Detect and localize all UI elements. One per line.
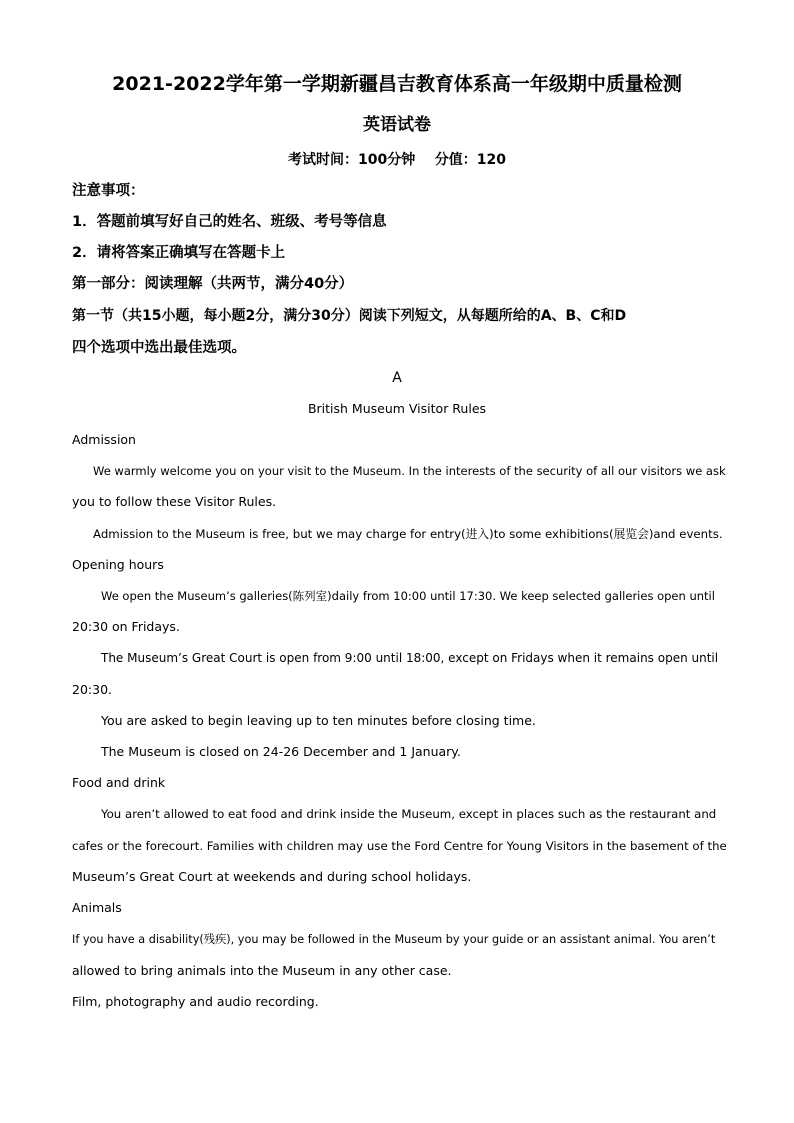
passage-letter: A bbox=[392, 370, 402, 386]
passage-title: British Museum Visitor Rules bbox=[307, 401, 487, 416]
section-heading-food-and-drink: Food and drink bbox=[72, 775, 166, 790]
note-item-2: 2．请将答案正确填写在答题卡上 bbox=[72, 245, 286, 261]
section1-instruction-line2: 四个选项中选出最佳选项。 bbox=[72, 340, 246, 356]
paragraph-line: Museum’s Great Court at weekends and during school holidays. bbox=[72, 869, 472, 884]
exam-info: 考试时间：100分钟 分值：120 bbox=[288, 152, 506, 168]
section-heading-film-photography: Film, photography and audio recording. bbox=[72, 994, 319, 1009]
note-item-1: 1．答题前填写好自己的姓名、班级、考号等信息 bbox=[72, 214, 387, 230]
paragraph-line: cafes or the forecourt. Families with children may use the Ford Centre for Young Visitors in the basement of the bbox=[72, 839, 727, 853]
section-heading-admission: Admission bbox=[72, 432, 136, 447]
paragraph-line: allowed to bring animals into the Museum in any other case. bbox=[72, 963, 452, 978]
paragraph-line: We warmly welcome you on your visit to the Museum. In the interests of the security of all our visitors we ask bbox=[93, 464, 726, 478]
paragraph-line: you to follow these Visitor Rules. bbox=[72, 494, 277, 509]
paragraph-line: If you have a disability(残疾), you may be followed in the Museum by your guide or an assistant animal. You aren’t bbox=[72, 933, 716, 946]
exam-title: 2021-2022学年第一学期新疆昌吉教育体系高一年级期中质量检测 bbox=[112, 73, 682, 95]
notes-heading: 注意事项： bbox=[72, 183, 145, 199]
paragraph-line: 20:30 on Fridays. bbox=[72, 619, 180, 634]
part1-heading: 第一部分：阅读理解（共两节，满分40分） bbox=[72, 276, 354, 292]
paragraph-line: The Museum’s Great Court is open from 9:00 until 18:00, except on Fridays when it remains open until bbox=[101, 651, 719, 665]
section-heading-animals: Animals bbox=[72, 900, 122, 915]
paragraph-line: 20:30. bbox=[72, 682, 112, 697]
paragraph-line: Admission to the Museum is free, but we may charge for entry(进入)to some exhibitions(展览会)and events. bbox=[93, 527, 723, 541]
paragraph-line: We open the Museum’s galleries(陈列室)daily from 10:00 until 17:30. We keep selected galleries open until bbox=[101, 589, 715, 603]
section1-instruction-line1: 第一节（共15小题，每小题2分，满分30分）阅读下列短文，从每题所给的A、B、C和D bbox=[72, 308, 627, 324]
paragraph-line: You are asked to begin leaving up to ten minutes before closing time. bbox=[101, 713, 536, 728]
paragraph-line: The Museum is closed on 24-26 December and 1 January. bbox=[101, 744, 461, 759]
section-heading-opening-hours: Opening hours bbox=[72, 557, 164, 572]
exam-subject: 英语试卷 bbox=[363, 115, 431, 135]
paragraph-line: You aren’t allowed to eat food and drink inside the Museum, except in places such as the restaurant and bbox=[101, 807, 717, 821]
